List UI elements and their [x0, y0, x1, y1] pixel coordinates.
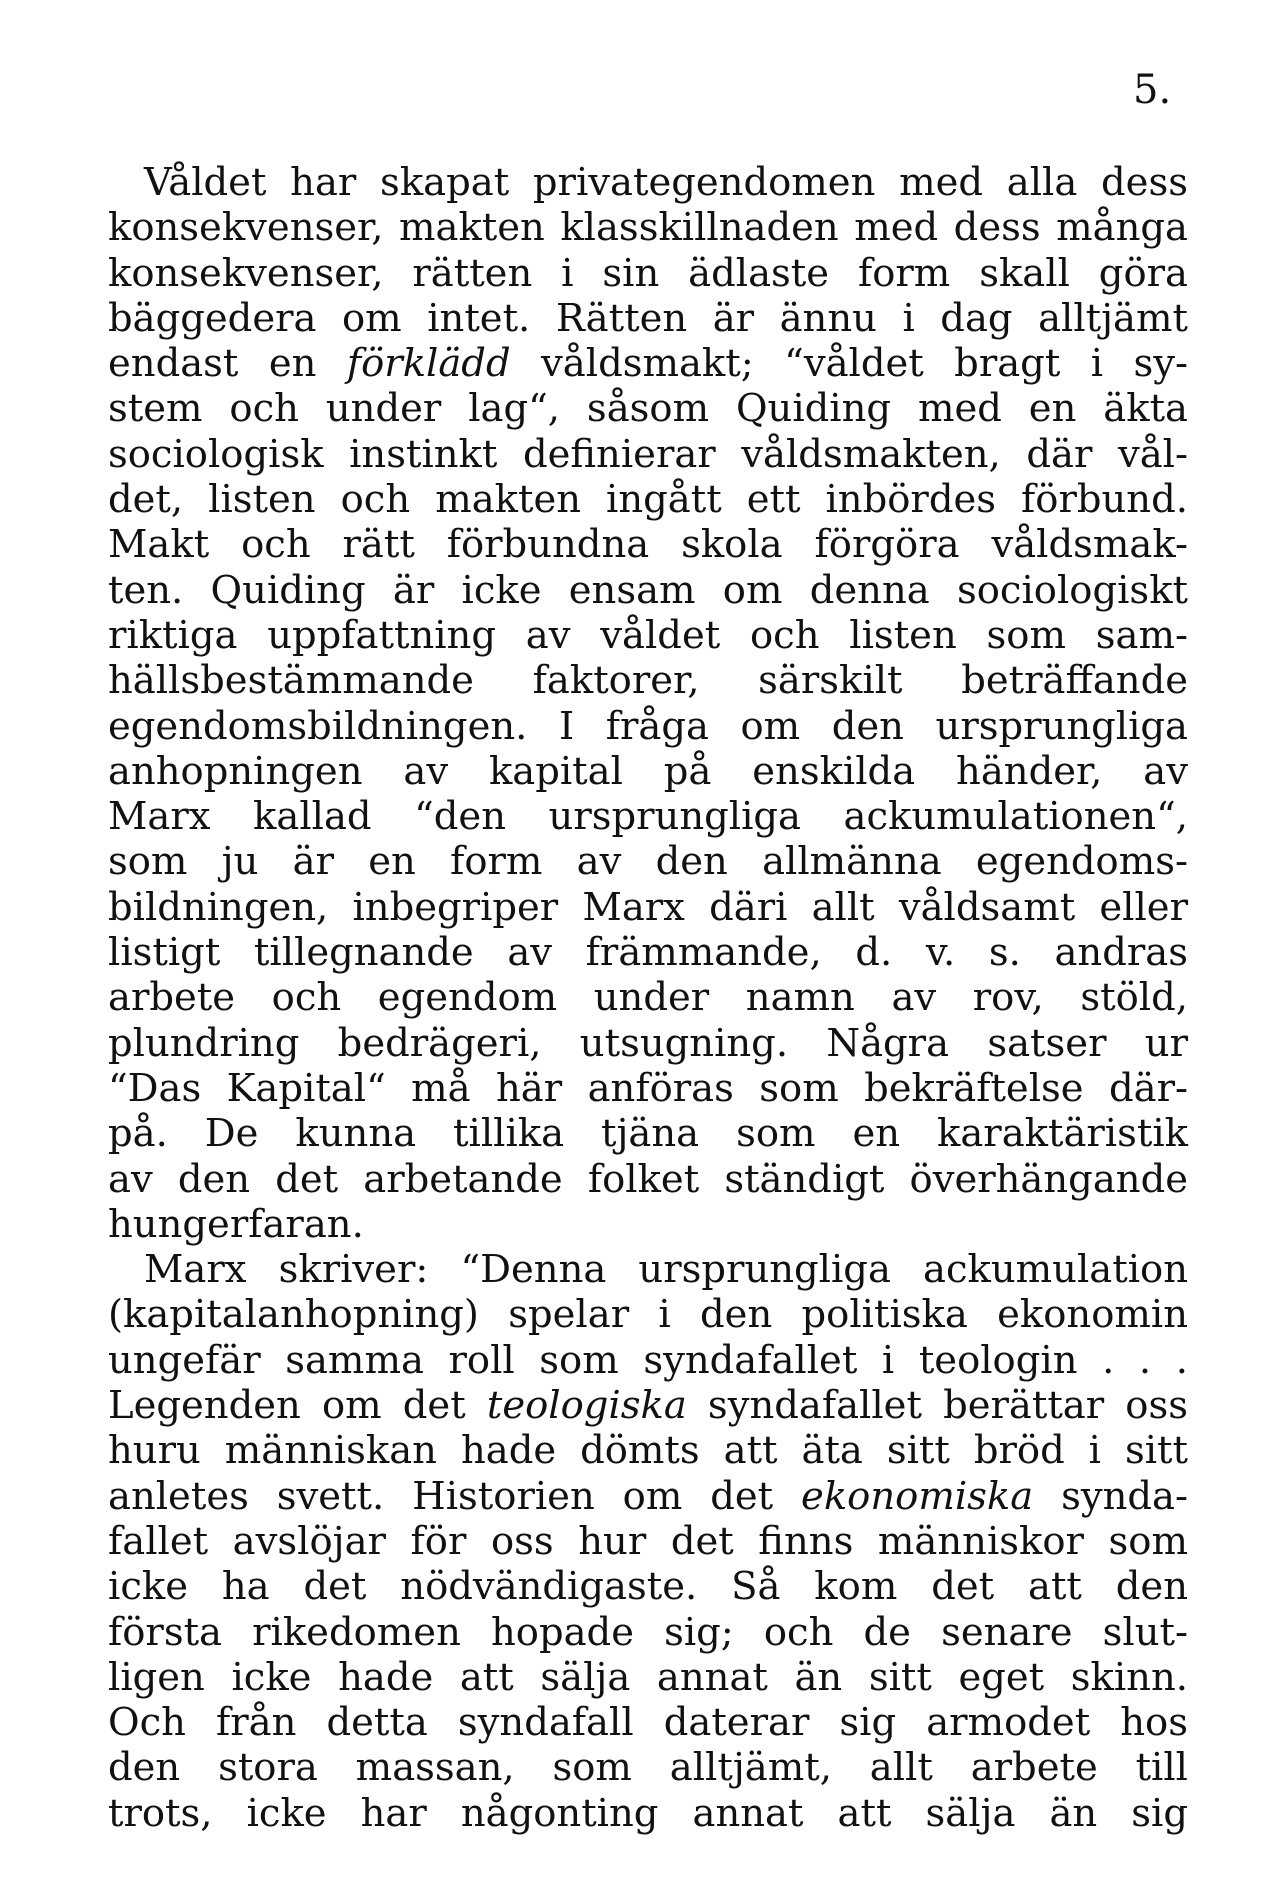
text-line	[108, 613, 1188, 658]
text-line	[108, 1791, 1188, 1836]
body-text	[108, 160, 1188, 1836]
page-number: 5.	[1133, 67, 1172, 113]
text-line	[108, 975, 1188, 1020]
line-text: ligen icke hade att sälja annat än sitt eget skinn.	[108, 1654, 1188, 1700]
text-line	[108, 1655, 1188, 1700]
line-text: anletes svett. Historien om det	[108, 1473, 802, 1519]
line-text: första rikedomen hopade sig; och de senare slut-	[108, 1609, 1188, 1655]
line-text: (kapitalanhopning) spelar i den politiska ekonomin	[108, 1292, 1188, 1338]
line-text: synda-	[1033, 1473, 1189, 1519]
text-line	[108, 1745, 1188, 1790]
text-line	[108, 1564, 1188, 1609]
text-line	[108, 839, 1188, 884]
line-text: bäggedera om intet. Rätten är ännu i dag alltjämt	[108, 295, 1188, 341]
text-line	[108, 1202, 1188, 1247]
text-line	[108, 658, 1188, 703]
line-text: hungerfaran.	[108, 1201, 364, 1247]
text-line	[108, 205, 1188, 250]
line-text: fallet avslöjar för oss hur det finns människor som	[108, 1518, 1188, 1564]
line-text: våldsmakt; “våldet bragt i sy-	[510, 341, 1188, 387]
line-text: listigt tillegnande av främmande, d. v. s. andras	[108, 930, 1188, 976]
text-line	[108, 160, 1188, 205]
line-text: Marx kallad “den ursprungliga ackumulationen“,	[108, 794, 1188, 840]
line-text: Och från detta syndafall daterar sig armodet hos	[108, 1700, 1188, 1746]
line-text: icke ha det nödvändigaste. Så kom det att den	[108, 1564, 1188, 1610]
text-line	[108, 1428, 1188, 1473]
italic-text: teologiska	[486, 1383, 687, 1429]
line-text: egendomsbildningen. I fråga om den ursprungliga	[108, 703, 1188, 749]
text-line	[108, 930, 1188, 975]
text-line	[108, 749, 1188, 794]
line-text: konsekvenser, makten klasskillnaden med dess många	[108, 205, 1188, 251]
line-text: Legenden om det	[108, 1383, 487, 1429]
line-text: “Das Kapital“ må här anföras som bekräftelse där-	[108, 1065, 1188, 1111]
line-text: huru människan hade dömts att äta sitt bröd i sitt	[108, 1428, 1188, 1474]
text-line	[108, 1247, 1188, 1292]
text-line	[108, 704, 1188, 749]
text-line	[108, 885, 1188, 930]
text-line	[108, 296, 1188, 341]
italic-text: ekonomiska	[801, 1473, 1034, 1519]
line-text: arbete och egendom under namn av rov, stöld,	[108, 975, 1188, 1021]
line-text: ten. Quiding är icke ensam om denna sociologiskt	[108, 567, 1188, 613]
line-text: trots, icke har någonting annat att sälja än sig	[108, 1790, 1188, 1836]
line-text: ungefär samma roll som syndafallet i teologin . . .	[108, 1337, 1188, 1383]
text-line	[108, 386, 1188, 431]
line-text: endast en	[108, 341, 347, 387]
text-line	[108, 568, 1188, 613]
text-line	[108, 1066, 1188, 1111]
text-line	[108, 477, 1188, 522]
line-text: den stora massan, som alltjämt, allt arbete till	[108, 1745, 1188, 1791]
text-line	[108, 432, 1188, 477]
text-line	[108, 522, 1188, 567]
line-text: riktiga uppfattning av våldet och listen som sam-	[108, 612, 1188, 658]
text-line	[108, 1338, 1188, 1383]
line-text: Våldet har skapat privategendomen med alla dess	[144, 160, 1188, 205]
line-text: bildningen, inbegriper Marx däri allt våldsamt eller	[108, 884, 1188, 930]
italic-text: förklädd	[346, 341, 511, 387]
line-text: hällsbestämmande faktorer, särskilt beträffande	[108, 658, 1188, 704]
line-text: stem och under lag“, såsom Quiding med en äkta	[108, 386, 1188, 432]
line-text: av den det arbetande folket ständigt överhängande	[108, 1156, 1188, 1202]
text-line	[108, 1292, 1188, 1337]
text-line	[108, 1383, 1188, 1428]
line-text: syndafallet berättar oss	[686, 1383, 1188, 1429]
line-text: plundring bedrägeri, utsugning. Några satser ur	[108, 1020, 1188, 1066]
line-text: Marx skriver: “Denna ursprungliga ackumulation	[144, 1247, 1188, 1293]
text-line	[108, 794, 1188, 839]
text-line	[108, 1157, 1188, 1202]
text-line	[108, 1111, 1188, 1156]
line-text: sociologisk instinkt definierar våldsmakten, där vål-	[108, 431, 1188, 477]
line-text: som ju är en form av den allmänna egendoms-	[108, 839, 1188, 885]
line-text: anhopningen av kapital på enskilda händer, av	[108, 748, 1188, 794]
text-line	[108, 1610, 1188, 1655]
text-line	[108, 1519, 1188, 1564]
line-text: Makt och rätt förbundna skola förgöra våldsmak-	[108, 522, 1188, 568]
text-line	[108, 1474, 1188, 1519]
text-line	[108, 1700, 1188, 1745]
text-line	[108, 1021, 1188, 1066]
line-text: konsekvenser, rätten i sin ädlaste form skall göra	[108, 250, 1188, 296]
line-text: på. De kunna tillika tjäna som en karaktäristik	[108, 1111, 1188, 1157]
line-text: det, listen och makten ingått ett inbördes förbund.	[108, 477, 1188, 523]
text-line	[108, 341, 1188, 386]
text-line	[108, 251, 1188, 296]
